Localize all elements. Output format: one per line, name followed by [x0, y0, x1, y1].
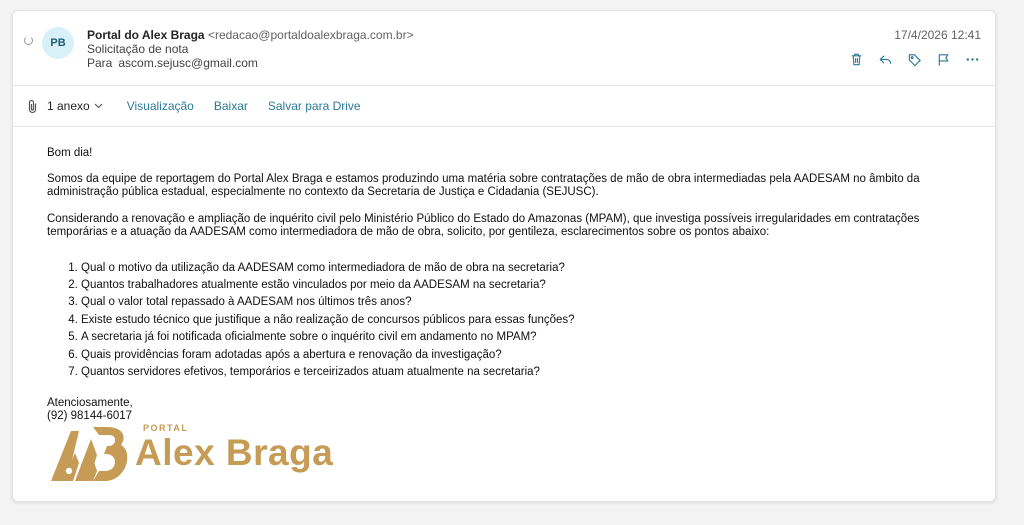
more-options-button[interactable] [962, 49, 983, 70]
tag-icon [907, 52, 922, 67]
flag-button[interactable] [933, 49, 954, 70]
attachment-count[interactable]: 1 anexo [47, 99, 90, 113]
logo-small-text: PORTAL [143, 423, 189, 433]
email-body [47, 147, 967, 423]
body-paragraph: Somos da equipe de reportagem do Portal Alex Braga e estamos produzindo uma matéria sobre contratações de mão de obra intermediadas pela AADESAM no âmbito da administração pública estadual, especialmente no contexto da Secretaria de Justiça e Cidadania (SEJUSC). [47, 172, 920, 198]
list-item: 3. Qual o valor total repassado à AADESAM nos últimos três anos? [81, 294, 967, 311]
email-subject: Solicitação de nota [87, 42, 189, 56]
body-paragraph: Considerando a renovação e ampliação de inquérito civil pelo Ministério Público do Estado do Amazonas (MPAM), que investiga possíveis irregularidades em contratações temporárias e a atuação da AADESAM como intermediadora de mão de obra, solicito, por gentileza, esclarecimentos sobre os pontos abaixo: [47, 212, 920, 238]
tag-button[interactable] [904, 49, 925, 70]
sender-name[interactable]: Portal do Alex Braga [87, 28, 205, 42]
avatar[interactable]: PB [42, 27, 74, 59]
paperclip-icon [27, 98, 41, 114]
list-item: 5. A secretaria já foi notificada oficialmente sobre o inquérito civil em andamento no MPAM? [81, 329, 967, 346]
greeting: Bom dia! [47, 147, 93, 159]
list-item: 7. Quantos servidores efetivos, temporários e terceirizados atuam atualmente na secretaria? [81, 364, 967, 381]
download-link[interactable]: Baixar [213, 99, 248, 113]
list-item: 6. Quais providências foram adotadas após a abertura e renovação da investigação? [81, 347, 967, 364]
from-line [87, 28, 414, 42]
logo-name: Alex Braga [135, 432, 334, 473]
message-actions [846, 49, 983, 70]
save-to-drive-link[interactable]: Salvar para Drive [267, 99, 361, 113]
to-address[interactable]: ascom.sejusc@gmail.com [118, 56, 258, 70]
closing: Atenciosamente, [47, 397, 133, 410]
reply-button[interactable] [875, 49, 896, 70]
list-item: 2. Quantos trabalhadores atualmente estão vinculados por meio da AADESAM na secretaria? [81, 277, 967, 294]
logo-mark-icon [49, 419, 131, 483]
trash-icon [849, 52, 864, 67]
flag-icon [936, 52, 951, 67]
chevron-down-icon[interactable] [94, 101, 104, 111]
email-header [13, 11, 995, 85]
question-list [47, 260, 967, 382]
preview-link[interactable]: Visualização [126, 99, 194, 113]
email-date: 17/4/2026 12:41 [894, 28, 981, 42]
sender-email: <redacao@portaldoalexbraga.com.br> [207, 28, 414, 42]
phone-number: (92) 98144-6017 [47, 410, 133, 423]
email-card [12, 10, 996, 502]
to-label: Para [87, 56, 113, 70]
portal-logo [49, 419, 349, 485]
to-line [87, 56, 258, 70]
reply-icon [878, 52, 893, 67]
list-item: 4. Existe estudo técnico que justifique a não realização de concursos públicos para essas funções? [81, 312, 967, 329]
loading-spinner-icon [24, 36, 33, 45]
divider [13, 126, 995, 127]
attachment-bar [13, 86, 995, 126]
delete-button[interactable] [846, 49, 867, 70]
list-item: 1. Qual o motivo da utilização da AADESAM como intermediadora de mão de obra na secretaria? [81, 260, 967, 277]
more-icon [965, 52, 980, 67]
